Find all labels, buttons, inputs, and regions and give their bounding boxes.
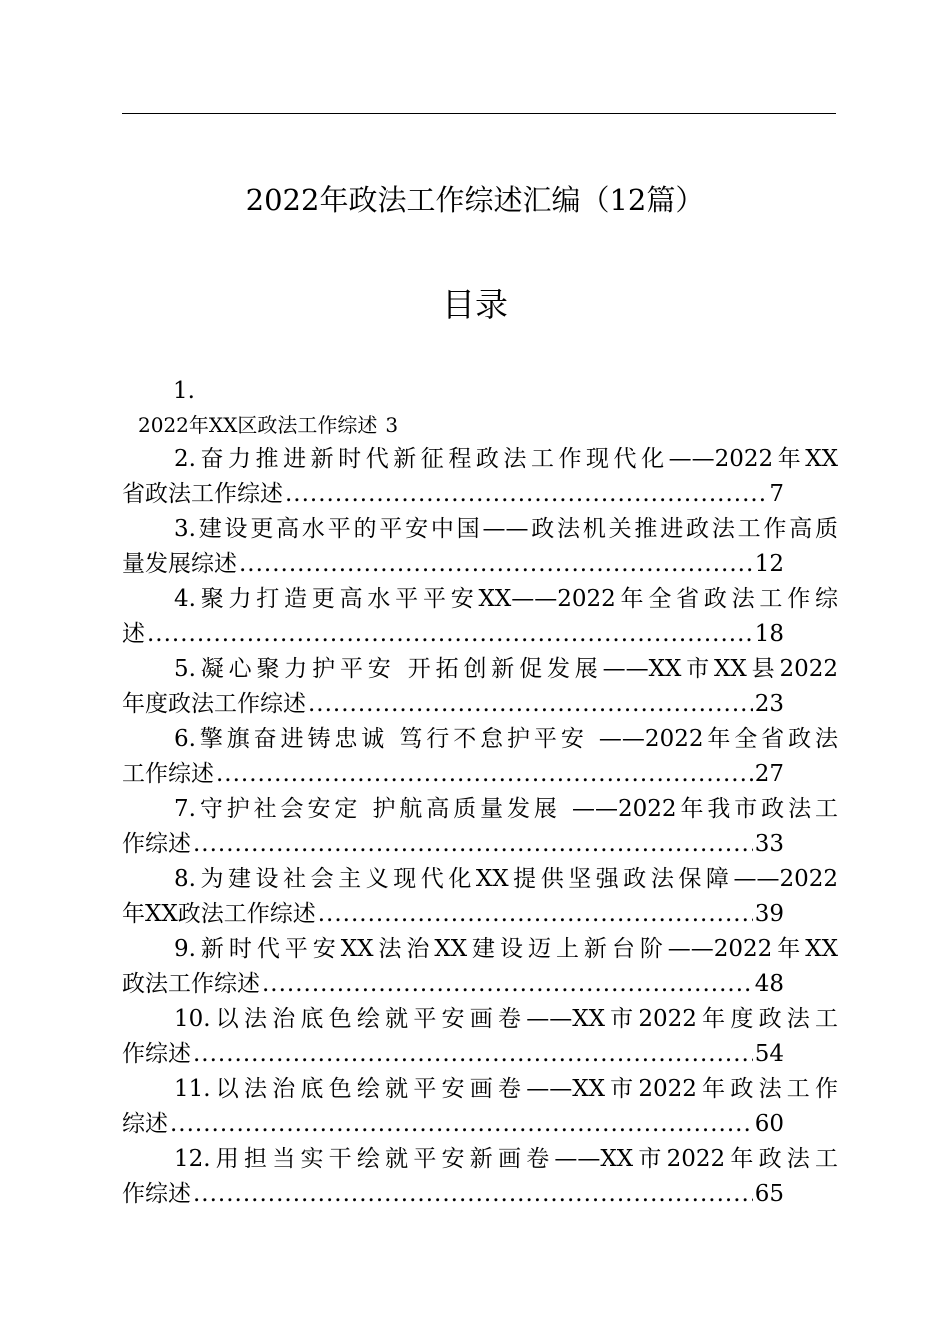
toc-item-1-number: 1. <box>173 378 195 404</box>
dot-leader <box>308 687 753 722</box>
dot-leader <box>216 757 753 792</box>
toc-entry-page: 33 <box>754 831 784 857</box>
toc-item-1-page: 3 <box>385 413 399 437</box>
toc-entry-title-cont: 年度政法工作综述 <box>122 691 306 717</box>
toc-entry-title-cont: 工作综述 <box>122 761 214 787</box>
document-title: 2022年政法工作综述汇编（12篇） <box>245 183 705 217</box>
toc-item-1[interactable] <box>138 408 398 442</box>
toc-entry-page: 65 <box>754 1181 784 1207</box>
header-rule <box>122 113 836 114</box>
toc-item-6[interactable] <box>122 722 838 792</box>
toc-item-1-title: 2022年XX区政法工作综述 <box>138 413 378 437</box>
toc-entry-title: 10.以法治底色绘就平安画卷——XX市2022年度政法工 <box>174 1006 838 1032</box>
dot-leader <box>193 827 753 862</box>
dot-leader <box>147 617 753 652</box>
toc-entry-title-cont: 作综述 <box>122 831 191 857</box>
toc-entry-title: 4.聚力打造更高水平平安XX——2022年全省政法工作综 <box>174 586 838 612</box>
toc-entry-page: 54 <box>754 1041 784 1067</box>
toc-item-4[interactable] <box>122 582 838 652</box>
toc-entry-title: 2.奋力推进新时代新征程政法工作现代化——2022年XX <box>174 446 838 472</box>
toc-item-3[interactable] <box>122 512 838 582</box>
toc-entry-page: 18 <box>754 621 784 647</box>
dot-leader <box>193 1177 753 1212</box>
toc-entry-title: 11.以法治底色绘就平安画卷——XX市2022年政法工作 <box>174 1076 838 1102</box>
toc-list <box>122 442 838 1212</box>
toc-entry-title: 6.擎旗奋进铸忠诚 笃行不怠护平安 ——2022年全省政法 <box>174 726 838 752</box>
toc-entry-title-cont: 作综述 <box>122 1181 191 1207</box>
toc-entry-title-cont: 年XX政法工作综述 <box>122 901 316 927</box>
toc-item-9[interactable] <box>122 932 838 1002</box>
dot-leader <box>318 897 753 932</box>
toc-item-10[interactable] <box>122 1002 838 1072</box>
toc-entry-title: 8.为建设社会主义现代化XX提供坚强政法保障——2022 <box>174 866 838 892</box>
toc-item-2[interactable] <box>122 442 838 512</box>
toc-entry-page: 39 <box>754 901 784 927</box>
toc-item-8[interactable] <box>122 862 838 932</box>
dot-leader <box>285 477 767 512</box>
toc-entry-page: 12 <box>754 551 784 577</box>
toc-entry-title: 7.守护社会安定 护航高质量发展 ——2022年我市政法工 <box>174 796 838 822</box>
toc-entry-title-cont: 作综述 <box>122 1041 191 1067</box>
toc-item-11[interactable] <box>122 1072 838 1142</box>
toc-entry-page: 27 <box>754 761 784 787</box>
toc-item-7[interactable] <box>122 792 838 862</box>
toc-entry-title-cont: 述 <box>122 621 145 647</box>
dot-leader <box>170 1107 753 1142</box>
toc-item-5[interactable] <box>122 652 838 722</box>
toc-entry-title-cont: 政法工作综述 <box>122 971 260 997</box>
toc-entry-page: 60 <box>754 1111 784 1137</box>
dot-leader <box>239 547 753 582</box>
dot-leader <box>193 1037 753 1072</box>
toc-item-12[interactable] <box>122 1142 838 1212</box>
toc-heading: 目录 <box>442 285 508 324</box>
toc-entry-page: 48 <box>754 971 784 997</box>
toc-entry-title: 3.建设更高水平的平安中国——政法机关推进政法工作高质 <box>174 516 838 542</box>
toc-entry-title: 9.新时代平安XX法治XX建设迈上新台阶——2022年XX <box>174 936 838 962</box>
dot-leader <box>262 967 753 1002</box>
toc-entry-title: 5.凝心聚力护平安 开拓创新促发展——XX市XX县2022 <box>174 656 838 682</box>
toc-entry-page: 7 <box>769 481 784 507</box>
toc-entry-page: 23 <box>754 691 784 717</box>
toc-entry-title-cont: 量发展综述 <box>122 551 237 577</box>
toc-entry-title: 12.用担当实干绘就平安新画卷——XX市2022年政法工 <box>174 1146 838 1172</box>
toc-entry-title-cont: 综述 <box>122 1111 168 1137</box>
toc-entry-title-cont: 省政法工作综述 <box>122 481 283 507</box>
